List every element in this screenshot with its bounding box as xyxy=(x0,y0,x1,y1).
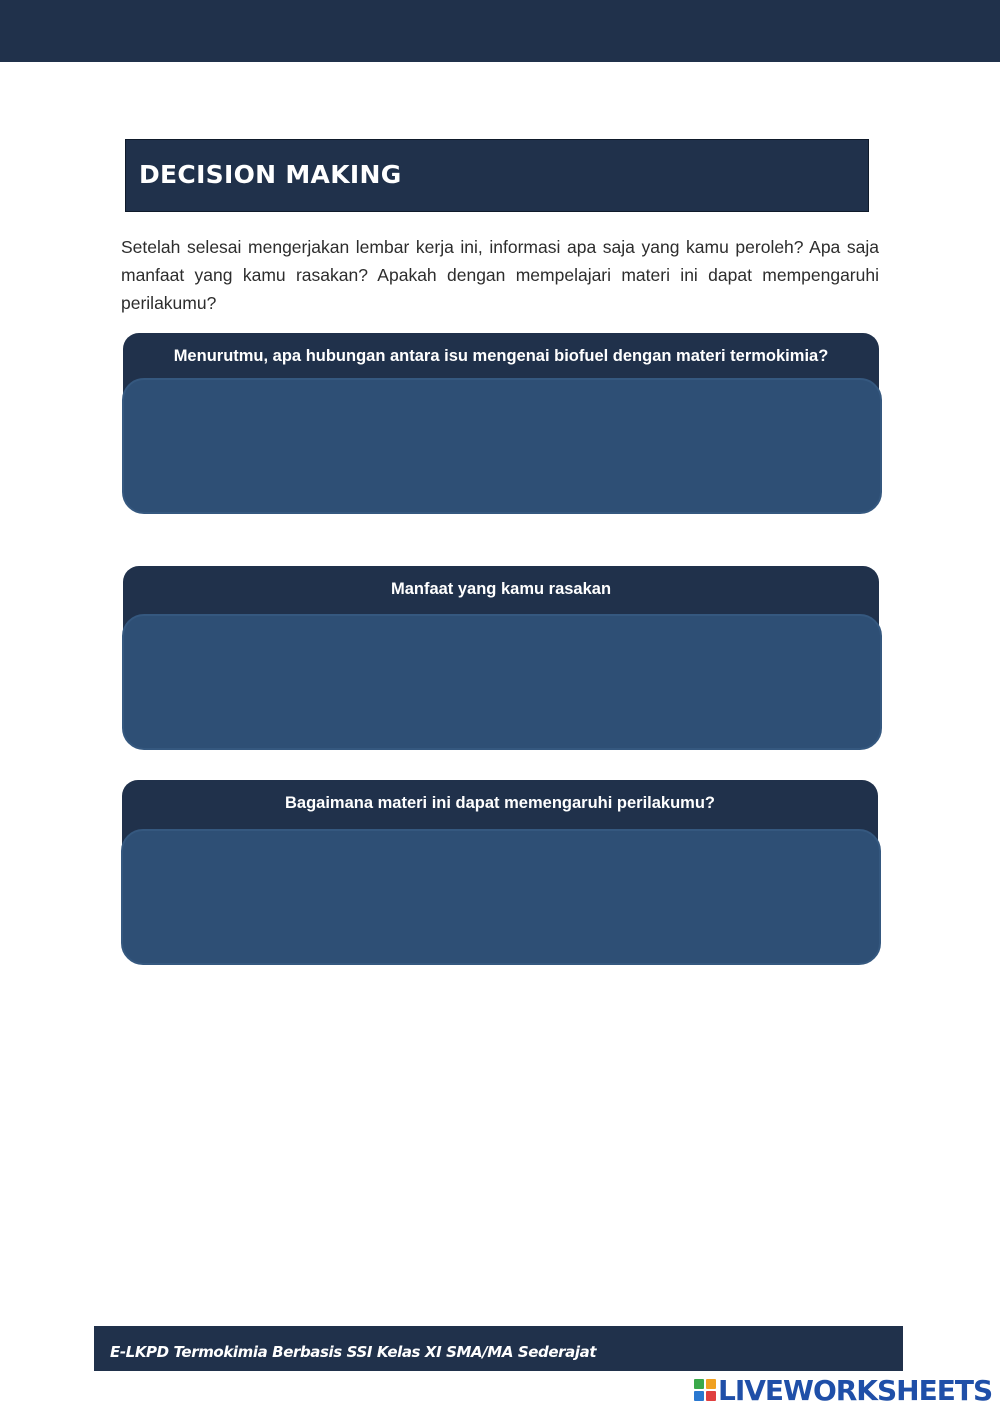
intro-paragraph: Setelah selesai mengerjakan lembar kerja ini, informasi apa saja yang kamu peroleh? Apa saja manfaat yang kamu rasakan? Apakah dengan mempelajari materi ini dapat mempengaruhi perilakumu? xyxy=(121,237,879,313)
footer-band xyxy=(94,1326,903,1371)
question-2-prompt: Manfaat yang kamu rasakan xyxy=(390,580,612,598)
liveworksheets-logo xyxy=(694,1376,994,1406)
question-1-prompt: Menurutmu, apa hubungan antara isu mengenai biofuel dengan materi termokimia? xyxy=(173,347,829,365)
liveworksheets-grid-icon xyxy=(694,1379,716,1401)
liveworksheets-wordmark: LIVEWORKSHEETS xyxy=(718,1374,993,1407)
question-1-answer-box[interactable] xyxy=(122,378,882,514)
question-3-prompt: Bagaimana materi ini dapat memengaruhi perilakumu? xyxy=(284,794,716,812)
footer-text: E-LKPD Termokimia Berbasis SSI Kelas XI SMA/MA Sederajat xyxy=(110,1343,597,1361)
section-title: DECISION MAKING xyxy=(139,160,402,189)
top-header-band xyxy=(0,0,1000,62)
question-3-answer-box[interactable] xyxy=(121,829,881,965)
section-title-box xyxy=(125,139,869,212)
question-2-answer-box[interactable] xyxy=(122,614,882,750)
